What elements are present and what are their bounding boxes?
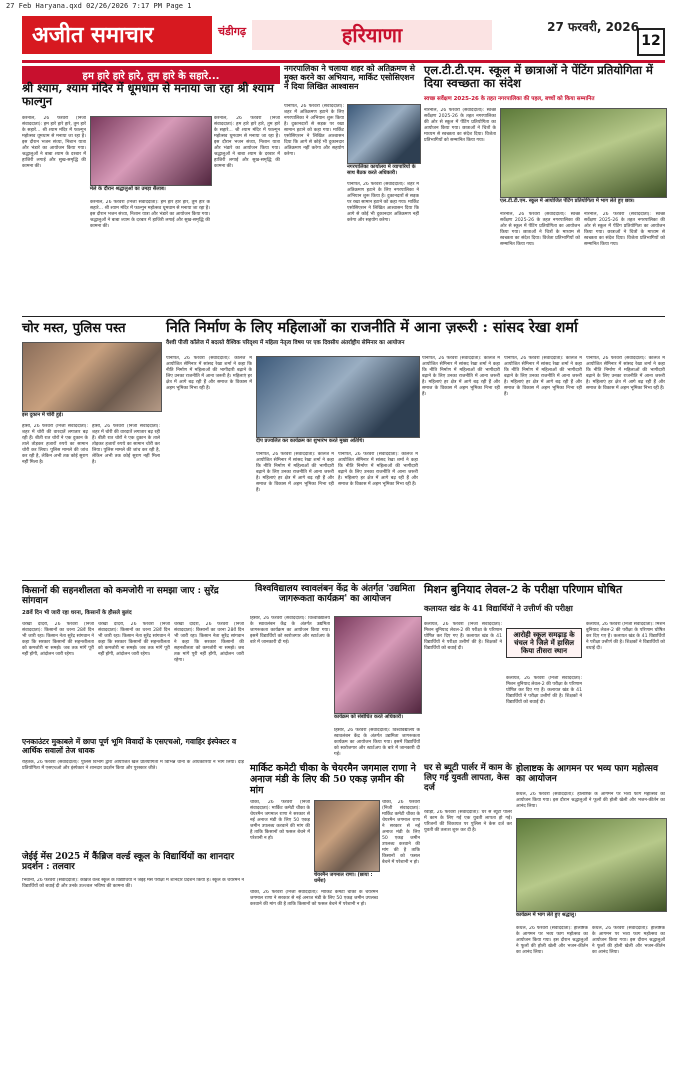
article8-headline: जेईई मेंस 2025 में कैंब्रिज वर्ल्ड स्कूल के विद्यार्थियों का शानदार प्रदर्शन : तलवार <box>22 852 235 873</box>
article6-body-cont: चरखी दादरी, 26 फरवरी (निजी संवाददाता): किसानों का धरना 28वें दिन भी जारी रहा। किसान नेता सुरेंद्र सांगवान ने कहा कि सरकार किसानों की सहनशीलता को कमजोरी ना समझे। जब तक मांगें पूरी नहीं होंगी, आंदोलन जारी रहेगा। <box>98 622 170 657</box>
file-bar: 27 Feb Haryana.qxd 02/26/2026 7:17 PM Page 1 <box>6 2 192 10</box>
article5-caption: दीप प्रज्वलित कर कार्यक्रम का शुभारंभ करते मुख्य अतिथि। <box>256 438 365 444</box>
article10-body-cont: चीका, 26 फरवरी (निजी संवाददाता): मार्किट कमेटी चीका के चेयरमैन जगमाल राणा ने सरकार से नई अनाज मंडी के लिए 50 एकड़ जमीन उपलब्ध करवाने की मांग की है ताकि किसानों को फसल बेचने में परेशानी न हो। <box>250 890 378 907</box>
article10-caption: चेयरमैन जगमाल राणा। (छाया : धर्मेश) <box>314 872 373 884</box>
article5-body-col4: पानीपत, 26 फरवरी (संवाददाता): कॉलेज में आयोजित सेमिनार में सांसद रेखा शर्मा ने कहा कि नीति निर्माण में महिलाओं की भागीदारी बढ़ाने के लिए उनका राजनीति में आना जरूरी है। महिलाएं हर क्षेत्र में आगे बढ़ रही हैं और समाज के विकास में अहम भूमिका निभा रही हैं। <box>422 356 500 397</box>
article12-body-col3: कलायत, 26 फरवरी (निजी संवाददाता): मिशन बुनियाद लेवल-2 की परीक्षा के परिणाम घोषित कर दिए गए हैं। कलायत खंड के 41 विद्यार्थियों ने परीक्षा उत्तीर्ण की है। शिक्षकों ने विद्यार्थियों को बधाई दी। <box>586 622 665 651</box>
article4-body: हांसी, 26 फरवरी (निजी संवाददाता): शहर में चोरी की वारदातें लगातार बढ़ रही हैं। बीती रात चोरों ने एक दुकान के ताले तोड़कर हजारों रुपये का सामान चोरी कर लिया। पुलिस मामले की जांच कर रही है, लेकिन अभी तक कोई सुराग नहीं मिला है। <box>22 424 88 465</box>
article4-headline: चोर मस्त, पुलिस पस्त <box>22 321 126 336</box>
article5-kicker: वैश्वी पीजी कॉलेज में बदलते वैश्विक परिदृश्य में महिला नेतृत्व विषय पर एक दिवसीय अंतर्राष्ट्रीय सेमिनार का आयोजन <box>166 340 405 346</box>
article6-body-col3: चरखी दादरी, 26 फरवरी (निजी संवाददाता): किसानों का धरना 28वें दिन भी जारी रहा। किसान नेता सुरेंद्र सांगवान ने कहा कि सरकार किसानों की सहनशीलता को कमजोरी ना समझे। जब तक मांगें पूरी नहीं होंगी, आंदोलन जारी रहेगा। <box>174 622 244 663</box>
article8-body: भिवानी, 26 फरवरी (संवाददाता): कैंब्रिज वर्ल्ड स्कूल के विद्यार्थियों ने जेईई मेंस परीक्षा में शानदार प्रदर्शन किया है। स्कूल के चेयरमैन ने विद्यार्थियों को बधाई दी और उनके उज्ज्वल भविष्य की कामना की। <box>22 878 244 889</box>
article1-kicker: हम हारे हारे हारे, तुम हारे के सहारे... <box>22 66 280 84</box>
article3-body: नारनौल, 26 फरवरी (संवाददाता): स्वच्छ सर्वेक्षण 2025-26 के तहत नगरपालिका की ओर से स्कूल में पेंटिंग प्रतियोगिता का आयोजन किया गया। छात्राओं ने चित्रों के माध्यम से स्वच्छता का संदेश दिया। विजेता प्रतिभागियों को सम्मानित किया गया। <box>424 108 496 143</box>
article2-photo <box>347 104 421 164</box>
article1-caption: मेले के दौरान श्रद्धालुओं का उमड़ा सैलाब। <box>90 186 166 192</box>
article1-headline: श्री श्याम, श्याम मंदिर में धूमधाम से मनाया जा रहा श्री श्याम फाल्गुन <box>22 81 274 109</box>
article2-caption: नगरपालिका कार्यालय में व्यापारियों के साथ बैठक करते अधिकारी। <box>347 164 416 176</box>
article3-caption: एल.टी.टी.एम. स्कूल में आयोजित पेंटिंग प्रतियोगिता में भाग लेते हुए छात्र। <box>500 198 635 204</box>
article5-body: पानीपत, 26 फरवरी (संवाददाता): कॉलेज में आयोजित सेमिनार में सांसद रेखा शर्मा ने कहा कि नीति निर्माण में महिलाओं की भागीदारी बढ़ाने के लिए उनका राजनीति में आना जरूरी है। महिलाएं हर क्षेत्र में आगे बढ़ रही हैं और समाज के विकास में अहम भूमिका निभा रही हैं। <box>166 356 252 391</box>
article9-caption: कार्यक्रम को संबोधित करते अधिकारी। <box>334 714 404 720</box>
article10-body-col3: चीका, 26 फरवरी (निजी संवाददाता): मार्किट कमेटी चीका के चेयरमैन जगमाल राणा ने सरकार से नई अनाज मंडी के लिए 50 एकड़ जमीन उपलब्ध करवाने की मांग की है ताकि किसानों को फसल बेचने में परेशानी न हो। <box>382 800 420 865</box>
article1-body-cont: करनाल, 26 फरवरी (निजी संवाददाता): हम हारे हारे हारे, तुम हारे के सहारे... श्री श्याम मंदिर में फाल्गुन महोत्सव धूमधाम से मनाया जा रहा है। इस दौरान भजन संध्या, निशान यात्रा और भंडारे का आयोजन किया गया। श्रद्धालुओं ने बाबा श्याम के दरबार में हाजिरी लगाई और सुख-समृद्धि की कामना की। <box>90 200 210 229</box>
article10-photo <box>314 800 380 872</box>
article5-body-col6: पानीपत, 26 फरवरी (संवाददाता): कॉलेज में आयोजित सेमिनार में सांसद रेखा शर्मा ने कहा कि नीति निर्माण में महिलाओं की भागीदारी बढ़ाने के लिए उनका राजनीति में आना जरूरी है। महिलाएं हर क्षेत्र में आगे बढ़ रही हैं और समाज के विकास में अहम भूमिका निभा रही हैं। <box>586 356 665 391</box>
article11-body: रेवाड़ी, 26 फरवरी (संवाददाता): घर से ब्यूटी पार्लर में काम के लिए गई एक युवती लापता हो गई। परिजनों की शिकायत पर पुलिस ने केस दर्ज कर युवती की तलाश शुरू कर दी है। <box>424 810 512 833</box>
masthead <box>22 14 665 63</box>
article14-body-cont: कैथल, 26 फरवरी (संवाददाता): होलाष्टक के आगमन पर भव्य फाग महोत्सव का आयोजन किया गया। इस दौरान श्रद्धालुओं ने फूलों की होली खेली और भजन-कीर्तन का आनंद लिया। <box>516 926 588 955</box>
article12-headline: मिशन बुनियाद लेवल-2 के परीक्षा परिणाम घोषित <box>424 583 623 596</box>
article10-headline: मार्किट कमेटी चीका के चेयरमैन जगमाल राणा ने अनाज मंडी के लिए की 50 एकड़ ज़मीन की मांग <box>250 763 416 796</box>
article5-headline: निति निर्माण के लिए महिलाओं का राजनीति में आना ज़रूरी : सांसद रेखा शर्मा <box>166 319 578 336</box>
article2-headline: नगरपालिका ने चलाया शहर को अतिक्रमण से मुक्त करने का अभियान, मार्किट एसोसिएशन ने दिया लिखित आश्वासन <box>284 63 416 92</box>
article4-photo <box>22 342 162 412</box>
article5-body-col5: पानीपत, 26 फरवरी (संवाददाता): कॉलेज में आयोजित सेमिनार में सांसद रेखा शर्मा ने कहा कि नीति निर्माण में महिलाओं की भागीदारी बढ़ाने के लिए उनका राजनीति में आना जरूरी है। महिलाएं हर क्षेत्र में आगे बढ़ रही हैं और समाज के विकास में अहम भूमिका निभा रही हैं। <box>504 356 582 397</box>
article14-headline: होलाष्टक के आगमन पर भव्य फाग महोत्सव का आयोजन <box>516 764 658 785</box>
article7-headline: एनकाउंटर मुकाबले में छापा पूर्ण भूमि विवादों के एसएचओ, गवाहिर इंस्पेक्टर व आर्थिक सवालों तेज धावक <box>22 737 237 755</box>
article6-kicker: 28वें दिन भी जारी रहा धरना, किसानों के हौसले बुलंद <box>22 610 132 616</box>
issue-date: 27 फरवरी, 2026 <box>547 20 639 34</box>
article9-body: हिसार, 26 फरवरी (संवाददाता): विश्वविद्यालय के स्वावलंबन केंद्र के अंतर्गत उद्यमिता जागरूकता कार्यक्रम का आयोजन किया गया। इसमें विद्यार्थियों को स्वरोजगार और स्टार्टअप के बारे में जानकारी दी गई। <box>250 616 330 645</box>
article9-headline: विश्वविद्यालय स्वावलंबन केंद्र के अंतर्गत 'उद्यमिता जागरूकता कार्यक्रम' का आयोजन <box>255 584 415 605</box>
article14-body-col3: कैथल, 26 फरवरी (संवाददाता): होलाष्टक के आगमन पर भव्य फाग महोत्सव का आयोजन किया गया। इस दौरान श्रद्धालुओं ने फूलों की होली खेली और भजन-कीर्तन का आनंद लिया। <box>592 926 665 955</box>
article13-body: कलायत, 26 फरवरी (निजी संवाददाता): मिशन बुनियाद लेवल-2 की परीक्षा के परिणाम घोषित कर दिए गए हैं। कलायत खंड के 41 विद्यार्थियों ने परीक्षा उत्तीर्ण की है। शिक्षकों ने विद्यार्थियों को बधाई दी। <box>506 676 582 705</box>
article2-body-cont: पानीपत, 26 फरवरी (संवाददाता): शहर में अतिक्रमण हटाने के लिए नगरपालिका ने अभियान शुरू किया है। दुकानदारों से सड़क पर रखा सामान हटाने को कहा गया। मार्किट एसोसिएशन ने लिखित आश्वासन दिया कि आगे से कोई भी दुकानदार अतिक्रमण नहीं करेगा और सहयोग करेगा। <box>347 182 419 223</box>
article14-body: कैथल, 26 फरवरी (संवाददाता): होलाष्टक के आगमन पर भव्य फाग महोत्सव का आयोजन किया गया। इस दौरान श्रद्धालुओं ने फूलों की होली खेली और भजन-कीर्तन का आनंद लिया। <box>516 792 665 809</box>
article13-headline: आरोही स्कूल समढ़ाड़ के चंचल ने जिले में हासिल किया तीसरा स्थान <box>506 628 582 658</box>
article1-body: करनाल, 26 फरवरी (निजी संवाददाता): हम हारे हारे हारे, तुम हारे के सहारे... श्री श्याम मंदिर में फाल्गुन महोत्सव धूमधाम से मनाया जा रहा है। इस दौरान भजन संध्या, निशान यात्रा और भंडारे का आयोजन किया गया। श्रद्धालुओं ने बाबा श्याम के दरबार में हाजिरी लगाई और सुख-समृद्धि की कामना की। <box>22 116 86 169</box>
article4-caption: इस दुकान में चोरी हुई। <box>22 412 64 418</box>
article5-body-cont: पानीपत, 26 फरवरी (संवाददाता): कॉलेज में आयोजित सेमिनार में सांसद रेखा शर्मा ने कहा कि नीति निर्माण में महिलाओं की भागीदारी बढ़ाने के लिए उनका राजनीति में आना जरूरी है। महिलाएं हर क्षेत्र में आगे बढ़ रही हैं और समाज के विकास में अहम भूमिका निभा रही हैं। <box>256 452 334 493</box>
edition-city: चंडीगढ़ <box>218 25 247 38</box>
article12-body: कलायत, 26 फरवरी (निजी संवाददाता): मिशन बुनियाद लेवल-2 की परीक्षा के परिणाम घोषित कर दिए गए हैं। कलायत खंड के 41 विद्यार्थियों ने परीक्षा उत्तीर्ण की है। शिक्षकों ने विद्यार्थियों को बधाई दी। <box>424 622 502 651</box>
article4-body-cont: हांसी, 26 फरवरी (निजी संवाददाता): शहर में चोरी की वारदातें लगातार बढ़ रही हैं। बीती रात चोरों ने एक दुकान के ताले तोड़कर हजारों रुपये का सामान चोरी कर लिया। पुलिस मामले की जांच कर रही है, लेकिन अभी तक कोई सुराग नहीं मिला है। <box>92 424 160 465</box>
article3-photo <box>500 108 667 198</box>
article3-kicker: स्वच्छ सर्वेक्षण 2025-26 के तहत नगरपालिका की पहल, बच्चों को किया सम्मानित <box>424 96 595 102</box>
article6-headline: किसानों की सहनशीलता को कमजोरी ना समझा जाए : सुरेंद्र सांगवान <box>22 586 219 607</box>
article3-body-col3: नारनौल, 26 फरवरी (संवाददाता): स्वच्छ सर्वेक्षण 2025-26 के तहत नगरपालिका की ओर से स्कूल में पेंटिंग प्रतियोगिता का आयोजन किया गया। छात्राओं ने चित्रों के माध्यम से स्वच्छता का संदेश दिया। विजेता प्रतिभागियों को सम्मानित किया गया। <box>584 212 665 247</box>
article1-photo <box>90 116 212 186</box>
article1-body-col3: करनाल, 26 फरवरी (निजी संवाददाता): हम हारे हारे हारे, तुम हारे के सहारे... श्री श्याम मंदिर में फाल्गुन महोत्सव धूमधाम से मनाया जा रहा है। इस दौरान भजन संध्या, निशान यात्रा और भंडारे का आयोजन किया गया। श्रद्धालुओं ने बाबा श्याम के दरबार में हाजिरी लगाई और सुख-समृद्धि की कामना की। <box>214 116 280 169</box>
article7-body: रोहतक, 26 फरवरी (संवाददाता): पुलिस विभाग द्वारा आयोजित खेल प्रतियोगिता में विभिन्न थानों के अधिकारियों ने भाग लिया। दौड़ प्रतियोगिता में एसएचओ और इंस्पेक्टर ने शानदार प्रदर्शन किया और पुरस्कार जीते। <box>22 760 244 771</box>
article9-body-cont: हिसार, 26 फरवरी (संवाददाता): विश्वविद्यालय के स्वावलंबन केंद्र के अंतर्गत उद्यमिता जागरूकता कार्यक्रम का आयोजन किया गया। इसमें विद्यार्थियों को स्वरोजगार और स्टार्टअप के बारे में जानकारी दी गई। <box>334 728 420 756</box>
article2-body: पानीपत, 26 फरवरी (संवाददाता): शहर में अतिक्रमण हटाने के लिए नगरपालिका ने अभियान शुरू किया है। दुकानदारों से सड़क पर रखा सामान हटाने को कहा गया। मार्किट एसोसिएशन ने लिखित आश्वासन दिया कि आगे से कोई भी दुकानदार अतिक्रमण नहीं करेगा और सहयोग करेगा। <box>284 104 344 157</box>
article12-kicker: कलायत खंड के 41 विद्यार्थियों ने उत्तीर्ण की परीक्षा <box>424 603 573 613</box>
article6-body: चरखी दादरी, 26 फरवरी (निजी संवाददाता): किसानों का धरना 28वें दिन भी जारी रहा। किसान नेता सुरेंद्र सांगवान ने कहा कि सरकार किसानों की सहनशीलता को कमजोरी ना समझे। जब तक मांगें पूरी नहीं होंगी, आंदोलन जारी रहेगा। <box>22 622 94 657</box>
article14-caption: कार्यक्रम में भाग लेते हुए श्रद्धालु। <box>516 912 576 918</box>
article3-headline: एल.टी.टी.एम. स्कूल में छात्राओं ने पेंटिंग प्रतियोगिता में दिया स्वच्छता का संदेश <box>424 63 653 91</box>
page-number: 12 <box>637 28 665 56</box>
article5-body-col3: पानीपत, 26 फरवरी (संवाददाता): कॉलेज में आयोजित सेमिनार में सांसद रेखा शर्मा ने कहा कि नीति निर्माण में महिलाओं की भागीदारी बढ़ाने के लिए उनका राजनीति में आना जरूरी है। महिलाएं हर क्षेत्र में आगे बढ़ रही हैं और समाज के विकास में अहम भूमिका निभा रही हैं। <box>338 452 418 487</box>
article5-photo <box>256 356 420 438</box>
divider <box>22 316 665 317</box>
article14-photo <box>516 818 667 912</box>
article9-photo <box>334 616 422 714</box>
article11-headline: घर से ब्यूटी पार्लर में काम के लिए गई युवती लापता, केस दर्ज <box>424 763 512 793</box>
article3-body-cont: नारनौल, 26 फरवरी (संवाददाता): स्वच्छ सर्वेक्षण 2025-26 के तहत नगरपालिका की ओर से स्कूल में पेंटिंग प्रतियोगिता का आयोजन किया गया। छात्राओं ने चित्रों के माध्यम से स्वच्छता का संदेश दिया। विजेता प्रतिभागियों को सम्मानित किया गया। <box>500 212 580 247</box>
divider <box>22 580 665 581</box>
article10-body: चीका, 26 फरवरी (निजी संवाददाता): मार्किट कमेटी चीका के चेयरमैन जगमाल राणा ने सरकार से नई अनाज मंडी के लिए 50 एकड़ जमीन उपलब्ध करवाने की मांग की है ताकि किसानों को फसल बेचने में परेशानी न हो। <box>250 800 310 841</box>
section-title: हरियाणा <box>252 20 492 50</box>
newspaper-logo: अजीत समाचार <box>22 16 212 54</box>
